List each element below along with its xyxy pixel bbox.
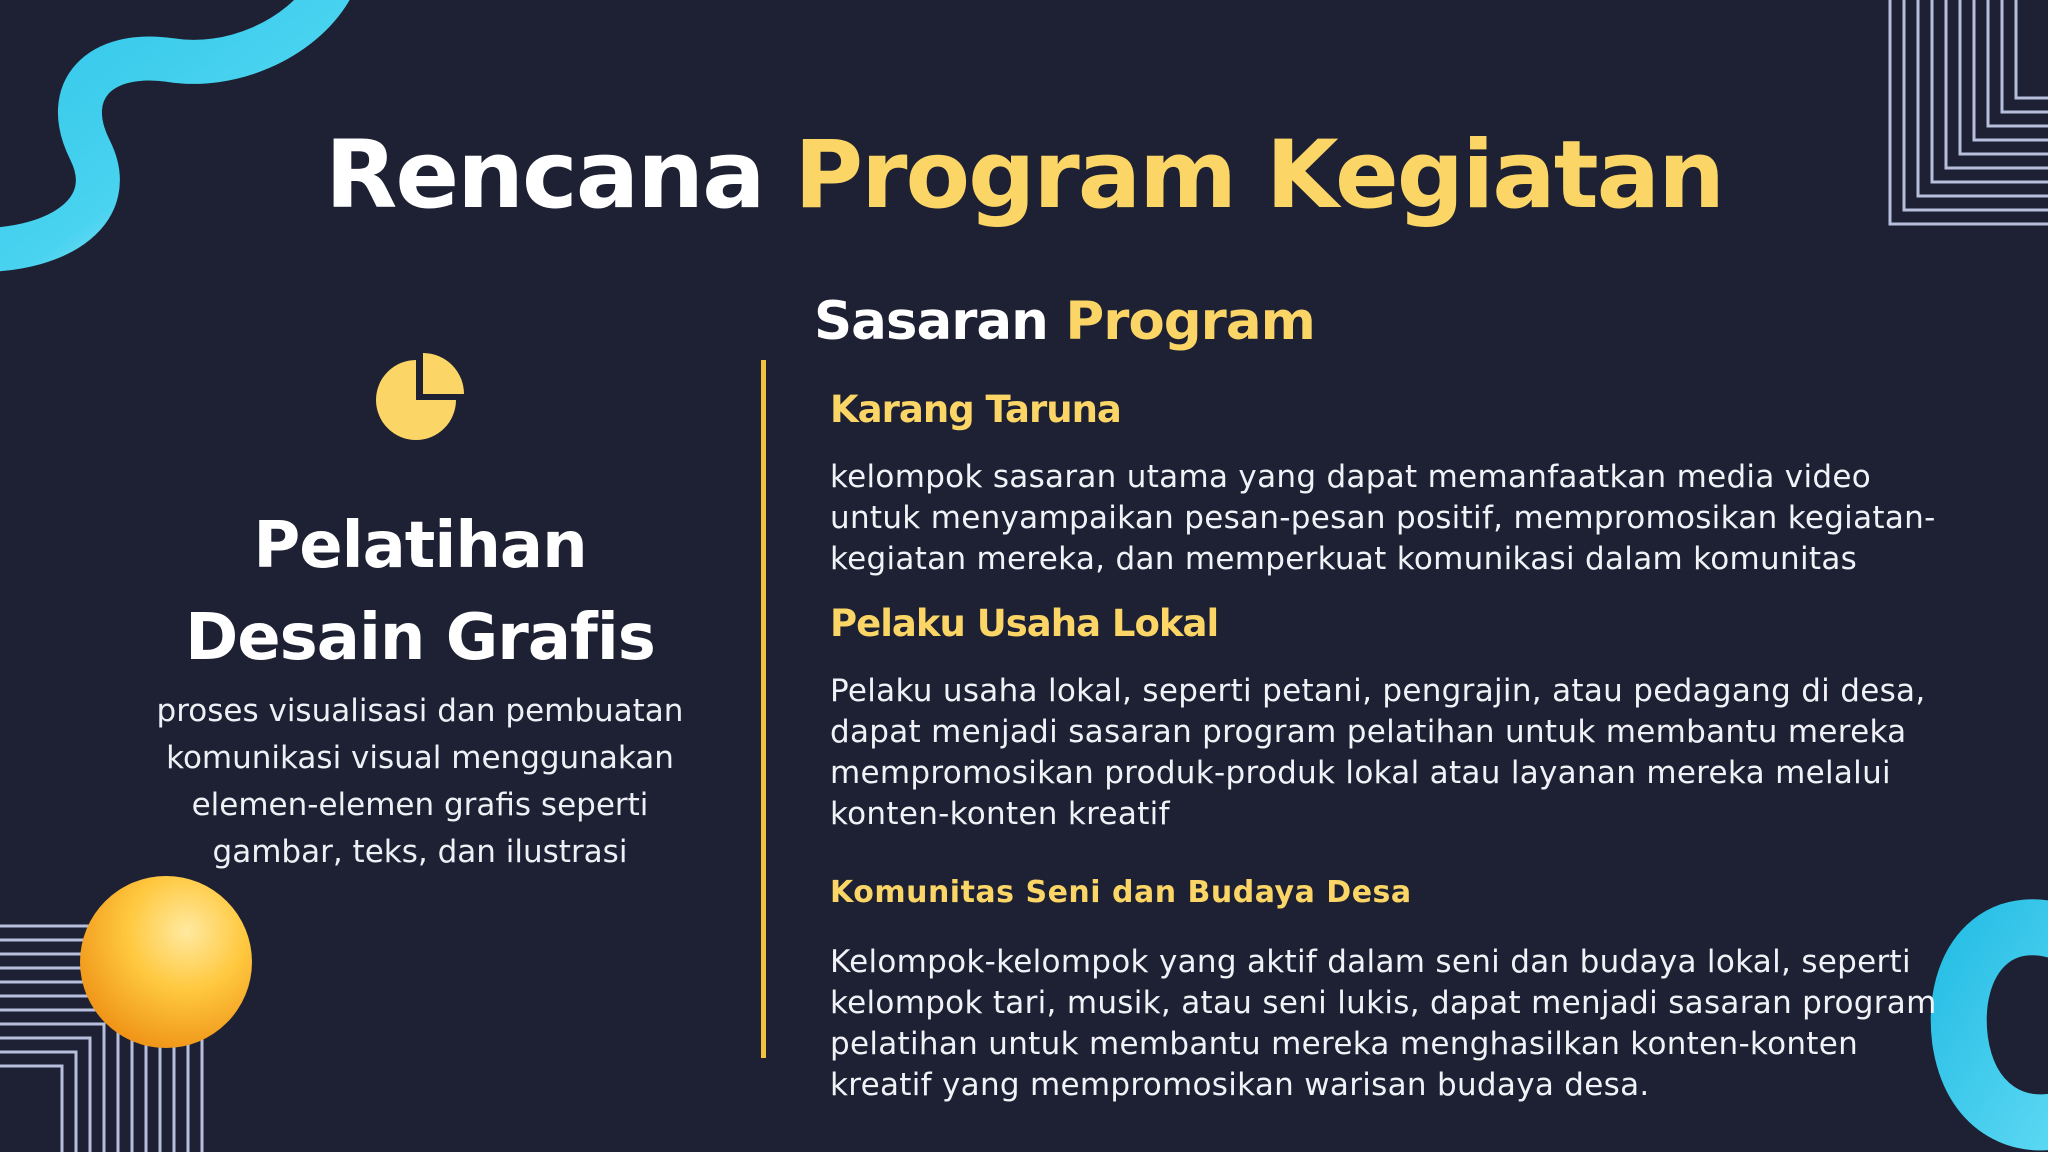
target-desc-line: dapat menjadi sasaran program pelatihan untuk membantu mereka (830, 714, 1907, 750)
program-title-line-1: Pelatihan (253, 509, 587, 583)
program-description (120, 688, 720, 876)
program-description-line: elemen-elemen grafis seperti (191, 787, 649, 823)
program-title (100, 500, 740, 684)
slide-title-part1: Rencana (324, 121, 764, 230)
target-desc-line: kreatif yang mempromosikan warisan budaya desa. (830, 1067, 1650, 1103)
target-desc-karang-taruna (830, 457, 2010, 580)
program-title-line-2: Desain Grafis (185, 601, 655, 675)
program-description-line: komunikasi visual menggunakan (166, 740, 674, 776)
section-title-part2: Program (1065, 291, 1315, 352)
pie-chart-icon (372, 350, 472, 450)
target-desc-line: pelatihan untuk membantu mereka menghasilkan konten-konten (830, 1026, 1859, 1062)
program-description-line: proses visualisasi dan pembuatan (156, 693, 684, 729)
target-desc-line: kegiatan mereka, dan memperkuat komunikasi dalam komunitas (830, 541, 1858, 577)
target-desc-line: kelompok sasaran utama yang dapat memanfaatkan media video (830, 459, 1871, 495)
target-title-pelaku-usaha: Pelaku Usaha Lokal (830, 602, 1219, 645)
target-desc-komunitas-seni (830, 942, 2010, 1106)
section-title (814, 290, 1315, 354)
target-desc-line: Pelaku usaha lokal, seperti petani, pengrajin, atau pedagang di desa, (830, 673, 1926, 709)
slide-title-part2: Program Kegiatan (794, 121, 1724, 230)
target-desc-line: kelompok tari, musik, atau seni lukis, dapat menjadi sasaran program (830, 985, 1937, 1021)
target-desc-pelaku-usaha (830, 671, 2010, 835)
yellow-sphere-decoration (78, 874, 254, 1050)
target-desc-line: Kelompok-kelompok yang aktif dalam seni dan budaya lokal, seperti (830, 944, 1911, 980)
target-desc-line: konten-konten kreatif (830, 796, 1170, 832)
slide-title (0, 120, 2048, 233)
target-desc-line: mempromosikan produk-produk lokal atau layanan mereka melalui (830, 755, 1891, 791)
target-title-karang-taruna: Karang Taruna (830, 388, 1121, 431)
section-title-part1: Sasaran (814, 291, 1048, 352)
program-description-line: gambar, teks, dan ilustrasi (212, 834, 628, 870)
target-title-komunitas-seni: Komunitas Seni dan Budaya Desa (830, 875, 1412, 910)
vertical-divider (761, 360, 766, 1058)
target-desc-line: untuk menyampaikan pesan-pesan positif, mempromosikan kegiatan- (830, 500, 1936, 536)
